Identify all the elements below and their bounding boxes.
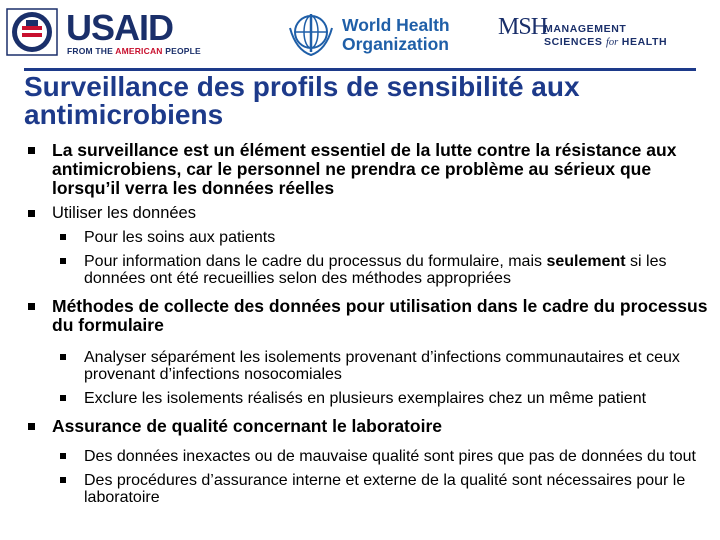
sub-bullet-item: Exclure les isolements réalisés en plusieurs exemplaires chez un même patient bbox=[26, 390, 716, 408]
sub-bullet-item: Pour information dans le cadre du processus du formulaire, mais seulement si les données ont été recueillies selon des méthodes appropriées bbox=[26, 253, 716, 288]
sub-bullet-item: Pour les soins aux patients bbox=[26, 229, 716, 247]
who-emblem-icon bbox=[286, 10, 336, 58]
msh-logo bbox=[498, 12, 698, 56]
bullet-list bbox=[26, 141, 716, 507]
bullet-marker-icon bbox=[60, 453, 66, 459]
page-title: Surveillance des profils de sensibilité aux antimicrobiens bbox=[24, 71, 580, 130]
sub-bullet-item: Des données inexactes ou de mauvaise qualité sont pires que pas de données du tout bbox=[26, 448, 716, 466]
bullet-marker-icon bbox=[60, 258, 66, 264]
header-logos bbox=[0, 0, 720, 66]
who-logo bbox=[286, 10, 450, 60]
bullet-marker-icon bbox=[28, 147, 35, 154]
bullet-marker-icon bbox=[60, 354, 66, 360]
bullet-item: La surveillance est un élément essentiel de la lutte contre la résistance aux antimicrobiens, car le personnel ne prendra ce problème au sérieux que lorsqu’il verra les données réelles bbox=[26, 141, 716, 198]
who-wordmark: World Health Organization bbox=[342, 15, 450, 54]
bullet-marker-icon bbox=[28, 303, 35, 310]
usaid-tagline: FROM THE AMERICAN PEOPLE bbox=[67, 46, 201, 56]
bullet-item: Méthodes de collecte des données pour utilisation dans le cadre du processus du formulaire bbox=[26, 297, 716, 335]
usaid-logo bbox=[6, 7, 201, 58]
bullet-marker-icon bbox=[60, 234, 66, 240]
bullet-item: Utiliser les données bbox=[26, 204, 716, 223]
bullet-marker-icon bbox=[60, 477, 66, 483]
msh-wordmark: MANAGEMENT SCIENCES for HEALTH bbox=[544, 23, 668, 48]
usaid-wordmark: USAID bbox=[66, 7, 174, 48]
bullet-marker-icon bbox=[28, 210, 35, 217]
usaid-seal-icon bbox=[6, 8, 58, 56]
sub-bullet-item: Des procédures d’assurance interne et externe de la qualité sont nécessaires pour le laboratoire bbox=[26, 472, 716, 507]
bullet-item: Assurance de qualité concernant le laboratoire bbox=[26, 417, 716, 436]
sub-bullet-item: Analyser séparément les isolements provenant d’infections communautaires et ceux provenant d’infections nosocomiales bbox=[26, 349, 716, 384]
bullet-marker-icon bbox=[28, 423, 35, 430]
msh-mark: MSH bbox=[498, 14, 548, 40]
bullet-marker-icon bbox=[60, 395, 66, 401]
